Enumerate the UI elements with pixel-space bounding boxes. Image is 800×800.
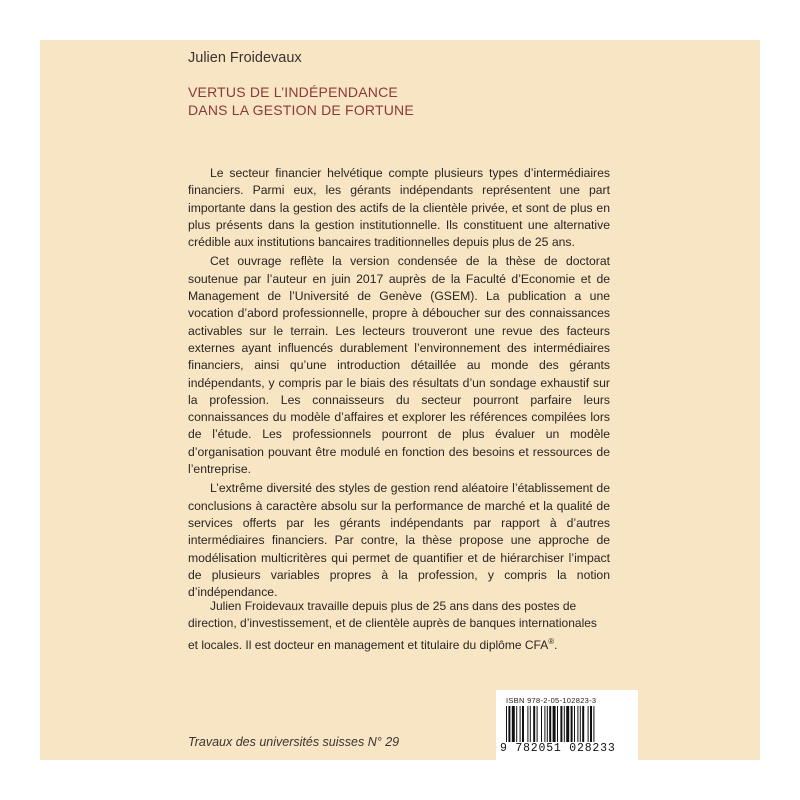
blurb-paragraph-3: L’extrême diversité des styles de gestion rend aléatoire l’établissement de conclusions à caractère absolu sur la performance de marché et la qualité de services offerts par les gérants indépendants par rapport à d’autres intermédiaires financiers. Par contre, la thèse propose une approche de modélisation multicritères qui permet de quantifier et de hiérarchiser l’impact de plusieurs variables propres à la profession, y compris la notion d’indépendance. xyxy=(188,481,610,600)
blurb-paragraph-2: Cet ouvrage reflète la version condensée de la thèse de doctorat soutenue par l’auteur en juin 2017 auprès de la Faculté d’Economie et de Management de l’Université de Genève (GSEM). La publication a une vocation d’abord professionnelle, propre à déboucher sur des connaissances activables sur le terrain. Les lecteurs trouveront une revue des facteurs externes ayant influencés durablement l’environnement des intermédiaires financiers, ainsi qu’une introduction détaillée au monde des gérants indépendants, y compris par le biais des résultats d’un sondage exhaustif sur la profession. Les connaisseurs du secteur pourront parfaire leurs connaissances du modèle d’affaires et explorer les références compilées lors de l’étude. Les professionnels pourront de plus évaluer un modèle d’organisation pouvant être modulé en fonction des besoins et ressources de l’entreprise. xyxy=(188,254,610,477)
barcode-bars xyxy=(506,706,630,742)
isbn-barcode xyxy=(496,690,638,760)
author-bio xyxy=(188,598,610,654)
title-line-2: DANS LA GESTION DE FORTUNE xyxy=(188,102,414,118)
isbn-label: ISBN 978-2-05-102823-3 xyxy=(506,696,597,705)
series-title: Travaux des universités suisses N° 29 xyxy=(188,735,400,749)
author-name: Julien Froidevaux xyxy=(188,50,302,66)
author-bio-end: . xyxy=(554,637,558,652)
title-line-1: VERTUS DE L’INDÉPENDANCE xyxy=(188,84,398,100)
barcode-digits: 9 782051 028233 xyxy=(500,742,616,755)
registered-mark: ® xyxy=(548,636,555,646)
blurb xyxy=(188,165,610,603)
blurb-paragraph-1: Le secteur financier helvétique compte plusieurs types d’intermédiaires financiers. Parmi eux, les gérants indépendants représentent une part importante dans la gestion des actifs de la clientèle privée, et sont de plus en plus présents dans la gestion institutionnelle. Ils constituent une alternative crédible aux institutions bancaires traditionnelles depuis plus de 25 ans. xyxy=(188,166,610,250)
back-cover xyxy=(40,40,760,760)
author-bio-text: Julien Froidevaux travaille depuis plus de 25 ans dans des postes de direction, d’investissement, et de clientèle auprès de banques internationales et locales. Il est docteur en management et titulaire du diplôme CFA xyxy=(188,599,597,652)
book-title xyxy=(188,83,414,119)
